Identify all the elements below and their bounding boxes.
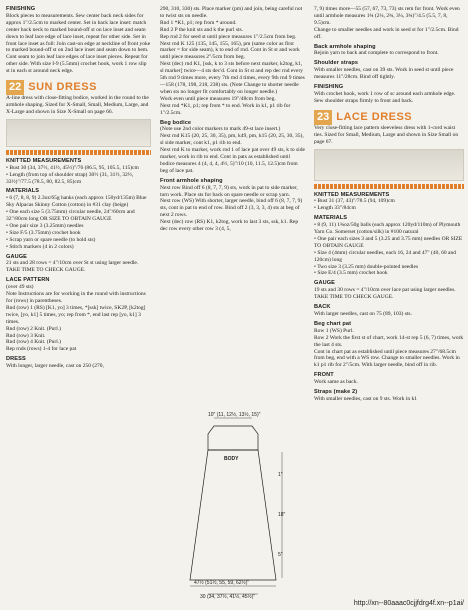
- gauge-text-2: 19 sts and 30 rows = 4"/10cm over lace pat using larger needles.: [314, 287, 456, 294]
- section-title: SUN DRESS: [28, 81, 97, 94]
- schematic-bottom-1: 47½ (51½, 55, 59, 62½)": [194, 580, 250, 586]
- materials-markers: • Stitch markers (4 in 2 colors): [6, 244, 151, 251]
- instr-front: Work same as back.: [314, 379, 358, 386]
- schematic-side-3: 5": [278, 552, 283, 558]
- materials-needle-circular: • One each size 5 (3.75mm) circular needle, 24"/60cm and 32"/80cm long OR SIZE TO OBTAIN GAUGE: [6, 209, 151, 223]
- gauge-text: 21 sts and 28 rows = 4"/10cm over St st using larger needle.: [6, 260, 139, 267]
- materials-hook: • Size F/5 (3.75mm) crochet hook: [6, 230, 151, 237]
- lace-dress-photo-strip: [314, 149, 464, 181]
- schematic-body-label: BODY: [224, 456, 239, 462]
- back-armhole-heading: Back armhole shaping: [314, 43, 376, 50]
- column-left: [6, 6, 151, 370]
- section-title-2: LACE DRESS: [336, 110, 413, 123]
- instr-cast-on: 290, 310, 330) sts. Place marker (pm) and join, being careful not to twist sts on needle.: [160, 6, 303, 19]
- lace-row-1: Rnd (row) 1 (RS) [K1, yo] 3 times, *[ssk] twice, SK2P, [k2tog] twice, [yo, k1] 5 times, yo; rep from *, end last rep [yo, k1] 3 times.: [6, 304, 146, 325]
- instr-armhole-dec: Next (dec) row (RS) K1, k2tog, work to last 3 sts, ssk, k1. Rep dec row every other row 3 (4, 5,: [160, 219, 299, 233]
- gauge-heading: GAUGE: [6, 253, 28, 260]
- materials-heading: MATERIALS: [6, 188, 40, 195]
- instr-shoulder-straps: With smaller needles, cast on 39 sts. Work in seed st until piece measures 11"/28cm. Bind off tightly.: [314, 67, 454, 81]
- lace-pattern-heading: LACE PATTERN: [6, 277, 50, 284]
- sun-dress-photo-strip: [6, 119, 151, 147]
- gauge-heading-2: GAUGE: [314, 280, 336, 287]
- lace-row-2: Rnd (row) 2 Knit. (Purl.): [6, 325, 61, 332]
- lace-dress-intro: Very close-fitting lace pattern sleeveless dress with 1-cord waist ties. Sized for Small, Medium, Large and shown in Size Small on page 67.: [314, 124, 459, 145]
- schematic-top-label: 10" (11, 12½, 13½, 15)": [208, 412, 261, 418]
- materials-hook-2: • Size E/4 (3.5 mm) crochet hook: [314, 270, 464, 277]
- source-url: http://xn--80aaac0cjjfdrg4f.xn--p1ai/: [353, 600, 464, 608]
- back-heading: BACK: [314, 304, 331, 311]
- instr-seed-st: Rep rnd 2 for seed st until piece measures 1"/2.5cm from beg.: [160, 33, 297, 40]
- lace-row-4: Rnd (row) 4 Knit. (Purl.): [6, 339, 61, 346]
- instr-rib: Next rnd *K1, p1; rep from * to end. Work in k1, p1 rib for 1"/2.5cm.: [160, 102, 291, 116]
- instr-chart-cont: Cont in chart pat as established until piece measures 27"/68.5cm from beg, end with a WS row. Change to smaller needles. Work in k1 p1 rib for 2"/5cm. With larger needle, bind off in rib.: [314, 348, 460, 369]
- gauge-check-2: TAKE TIME TO CHECK GAUGE.: [314, 294, 394, 301]
- section-header-sun-dress: [6, 80, 151, 95]
- instr-chart-row-1: Row 1 (WS) Purl.: [314, 327, 354, 334]
- instr-seed-bindoff: Change to smaller needles and work in seed st for 1"/2.5cm. Bind off.: [314, 26, 459, 40]
- column-right: [314, 6, 464, 403]
- bust-measurement-2: • Bust 31 (37, 43)"/78.5 (94, 109)cm: [314, 198, 464, 205]
- finishing-text: Block pieces to measurements. Sew center back neck sides for approx 1"/2.5cm to marked center. Set in back lace inset: match center back neck to marked bound-off st on lace inset and seam down to leaf lace edge of lace inset, repeat for other side. Set in front lace inset as foll: Join cast-on edge at neckline of front yoke to marked bound-off st on 2nd lace inset and seam down to hem. Cont seam to join leaf lace edges of lace inset pieces. Repeat for other side. With size I-9 (5.5mm) crochet hook, work 1 row slip st in each st around neck edge.: [6, 12, 151, 75]
- lace-subtitle: (over 49 sts): [6, 284, 34, 291]
- lace-note: Note Instructions are for working in the round with instructions for (rows) in parentheses.: [6, 291, 146, 304]
- materials-needle-pair: • One pair size 3 (3.25mm) needles: [6, 223, 151, 230]
- instr-dec-rnd: Next (dec) rnd K1, [ssk, k to 3 sts before next marker, k2tog, k1, sl marker] twice—4 sts dec'd. Cont in St st and rep dec rnd every 5th rnd 9 times more, every 7th rnd 4 times, every 9th rnd 9 times—158 (178, 198, 218, 238) sts. (Note Change to shorter needle when sts no longer fit comfortably on longer needle.): [160, 61, 305, 95]
- instr-bodice-rnd: Next rnd K15 (20, 25, 30, 35), pm, k49, pm, k15 (20, 25, 30, 35), sl side marker, cont k1, p1 rib to end.: [160, 133, 304, 147]
- schematic-drawing: [178, 412, 288, 602]
- instr-back-armhole: Rejoin yarn to back and complete to correspond to front.: [314, 50, 439, 57]
- materials-needle-circular-2: • Size 4 (4mm) circular needles, each 16, 24 and 47" (40, 60 and 120cm) long: [314, 250, 464, 264]
- materials-yarn-2: • 8 (9, 11) 1¾oz/50g balls (each approx 120yd/110m) of Plymouth Yarn Co. Somerset (cotton/silk) in #100 natural: [314, 222, 464, 236]
- instr-chart-row-2: Row 2 Work the first st of chart, work 14-st rep 5 (6, 7) times, work the last 4 sts.: [314, 334, 464, 348]
- body-schematic: [178, 412, 288, 602]
- finishing-heading: FINISHING: [6, 6, 36, 12]
- lace-row-3: Rnd (row) 3 Knit.: [6, 332, 46, 339]
- materials-needle-pair-2: • One pair each sizes 3 and 5 (3.25 and 3.75 mm) needles OR SIZE TO OBTAIN GAUGE: [314, 236, 464, 250]
- instr-armhole-ws: Next row (WS) With shorter, larger needle, bind off 6 (8, 7, 7, 9) sts, cont in pat to end of row. Bind off 2 (3, 3, 3, 4) sts at beg of next 2 rows.: [160, 198, 303, 219]
- schematic-side-2: 18": [278, 512, 286, 518]
- instr-armhole-row: Next row Bind off 6 (8, 7, 7, 9) sts, work in pat to side marker, turn work. Place sts for back on spare needle or scrap yarn.: [160, 184, 298, 198]
- shoulder-straps-heading: Shoulder straps: [314, 60, 359, 67]
- instr-straps: With smaller needles, cast on 9 sts. Work in k1: [314, 395, 417, 402]
- section-number-2: 23: [314, 110, 332, 125]
- instr-bodice-note: (Note use 2nd color markers to mark 49-st lace insert.): [160, 126, 281, 133]
- beg-bodice-heading: Beg bodice: [160, 119, 192, 126]
- instr-front-rem: 7, 9) times more—55 (57, 67, 73, 73) sts rem for front. Work even until armhole measures 1¾ (2¼, 2¾, 3¼, 3¾)"/4.5 (5.5, 7, 8, 9.5)cm.: [314, 6, 460, 26]
- dress-text: With longer, larger needle, cast on 250 (270,: [6, 363, 104, 370]
- materials-needle-dpn: • Two size 3 (3.25 mm) double-pointed needles: [314, 264, 464, 271]
- instr-work-even: Work even until piece measures 19"/48cm from beg.: [160, 95, 276, 102]
- instr-back-cast-on: With larger needles, cast on 75 (89, 103) sts.: [314, 311, 412, 317]
- length-measurement: • Length (from top of shoulder strap) 30½ (31, 31½, 32½, 33½)"/77.5 (78.5, 80, 82.5, 85)cm: [6, 172, 151, 186]
- straps-heading: Straps (make 2): [314, 389, 358, 396]
- front-heading: FRONT: [314, 372, 334, 379]
- section-number: 22: [6, 80, 24, 95]
- bust-measurement: • Bust 30 (34, 37½, 41½, 45½)"/76 (86.5, 95, 105.5, 115)cm: [6, 165, 151, 172]
- materials-yarn: • 6 (7, 8, 8, 9) 2.3oz/65g hanks (each approx 150yd/135m) Blue Sky Alpacas Skinny Cotton (cotton) in #31 clay (beige): [6, 195, 151, 209]
- front-armhole-heading: Front armhole shaping: [160, 177, 223, 184]
- dress-heading: DRESS: [6, 356, 26, 363]
- instr-rnd-1: Rnd 1 *K1, p1; rep from * around.: [160, 19, 237, 26]
- beg-chart-heading: Beg chart pat: [314, 320, 352, 327]
- schematic-bottom-2: 30 (34, 37½, 41½, 45½)": [200, 594, 256, 600]
- dotted-rule-2: [314, 184, 464, 189]
- schematic-side-1: 1": [278, 472, 283, 478]
- column-middle: [160, 6, 305, 233]
- lace-repeat: Rep rnds (rows) 1-4 for lace pat: [6, 346, 77, 353]
- materials-heading-2: MATERIALS: [314, 215, 348, 222]
- section-header-lace-dress: [314, 110, 464, 125]
- instr-next-rnd: Next rnd K 125 (135, 145, 155, 165), pm (same color as first marker = for side seam), k to end of rnd. Cont in St st and work until piece measures 2"/5cm from beg.: [160, 40, 300, 61]
- knitted-measurements-heading-2: KNITTED MEASUREMENTS: [314, 191, 390, 198]
- materials-scrap: • Scrap yarn or spare needle (to hold sts): [6, 237, 151, 244]
- gauge-check: TAKE TIME TO CHECK GAUGE.: [6, 267, 86, 274]
- finishing-heading-2: FINISHING: [314, 84, 344, 91]
- dotted-rule: [6, 150, 151, 155]
- instr-bodice-lace: Next rnd K to marker, work rnd 1 of lace pat over 49 sts, k to side marker, work in rib to end. Cont in pats as established until bodice measures 4 (4, 4, 4, 4½, 5)"/10 (10, 11.5, 12.5)cm from beg of lace pat.: [160, 147, 305, 174]
- knitted-measurements-heading: KNITTED MEASUREMENTS: [6, 157, 82, 164]
- finishing-text-2: With crochet hook, work 1 row of sc around each armhole edge. Sew shoulder straps firmly to front and back.: [314, 90, 456, 104]
- sun-dress-intro: A-line dress with close-fitting bodice, worked in the round to the armhole shaping. Sized for X-Small, Small, Medium, Large, and X-Large and shown in Size X-Small on page 66.: [6, 95, 149, 115]
- length-measurement-2: • Length 33"/84cm: [314, 205, 464, 212]
- instr-rnd-2: Rnd 2 P the knit sts and k the purl sts.: [160, 26, 244, 33]
